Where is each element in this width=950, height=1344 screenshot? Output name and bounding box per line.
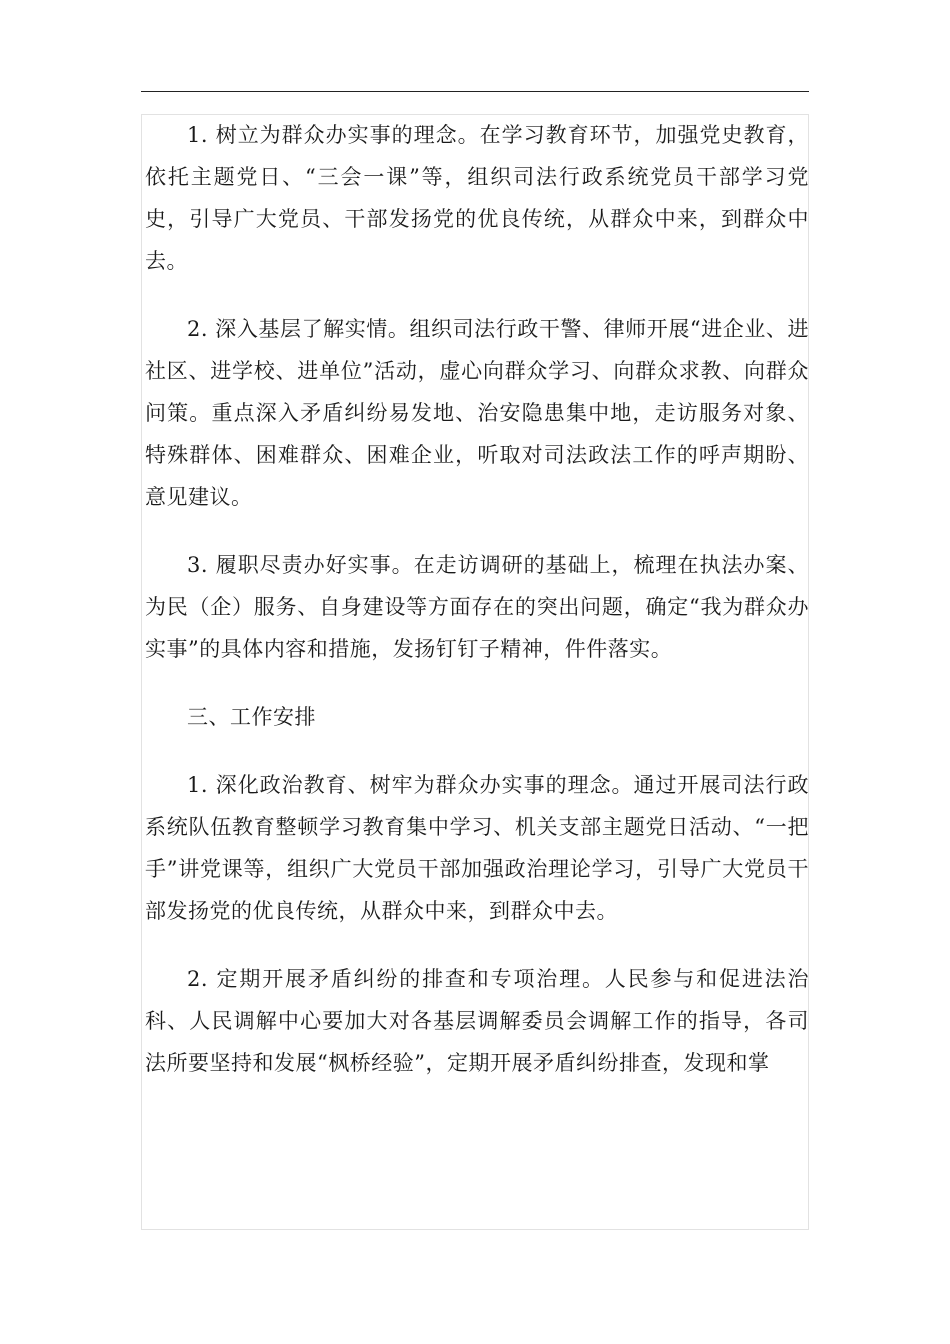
document-body bbox=[145, 114, 809, 1110]
paragraph-5: 2. 定期开展矛盾纠纷的排查和专项治理。人民参与和促进法治科、人民调解中心要加大对各基层调解委员会调解工作的指导，各司法所要坚持和发展“枫桥经验”，定期开展矛盾纠纷排查，发现和掌 bbox=[145, 967, 809, 1075]
paragraph-2: 2. 深入基层了解实情。组织司法行政干警、律师开展“进企业、进社区、进学校、进单位”活动，虚心向群众学习、向群众求教、向群众问策。重点深入矛盾纠纷易发地、治安隐患集中地，走访服务对象、特殊群体、困难群众、困难企业，听取对司法政法工作的呼声期盼、意见建议。 bbox=[145, 317, 809, 509]
header-rule bbox=[141, 91, 809, 92]
paragraph-4: 1. 深化政治教育、树牢为群众办实事的理念。通过开展司法行政系统队伍教育整顿学习教育集中学习、机关支部主题党日活动、“一把手”讲党课等，组织广大党员干部加强政治理论学习，引导广大党员干部发扬党的优良传统，从群众中来，到群众中去。 bbox=[145, 773, 809, 923]
paragraph-1: 1. 树立为群众办实事的理念。在学习教育环节，加强党史教育，依托主题党日、“三会一课”等，组织司法行政系统党员干部学习党史，引导广大党员、干部发扬党的优良传统，从群众中来，到群众中去。 bbox=[145, 123, 809, 273]
section-heading: 三、工作安排 bbox=[187, 705, 316, 729]
paragraph-3: 3. 履职尽责办好实事。在走访调研的基础上，梳理在执法办案、为民（企）服务、自身建设等方面存在的突出问题，确定“我为群众办实事”的具体内容和措施，发扬钉钉子精神，件件落实。 bbox=[145, 553, 809, 661]
